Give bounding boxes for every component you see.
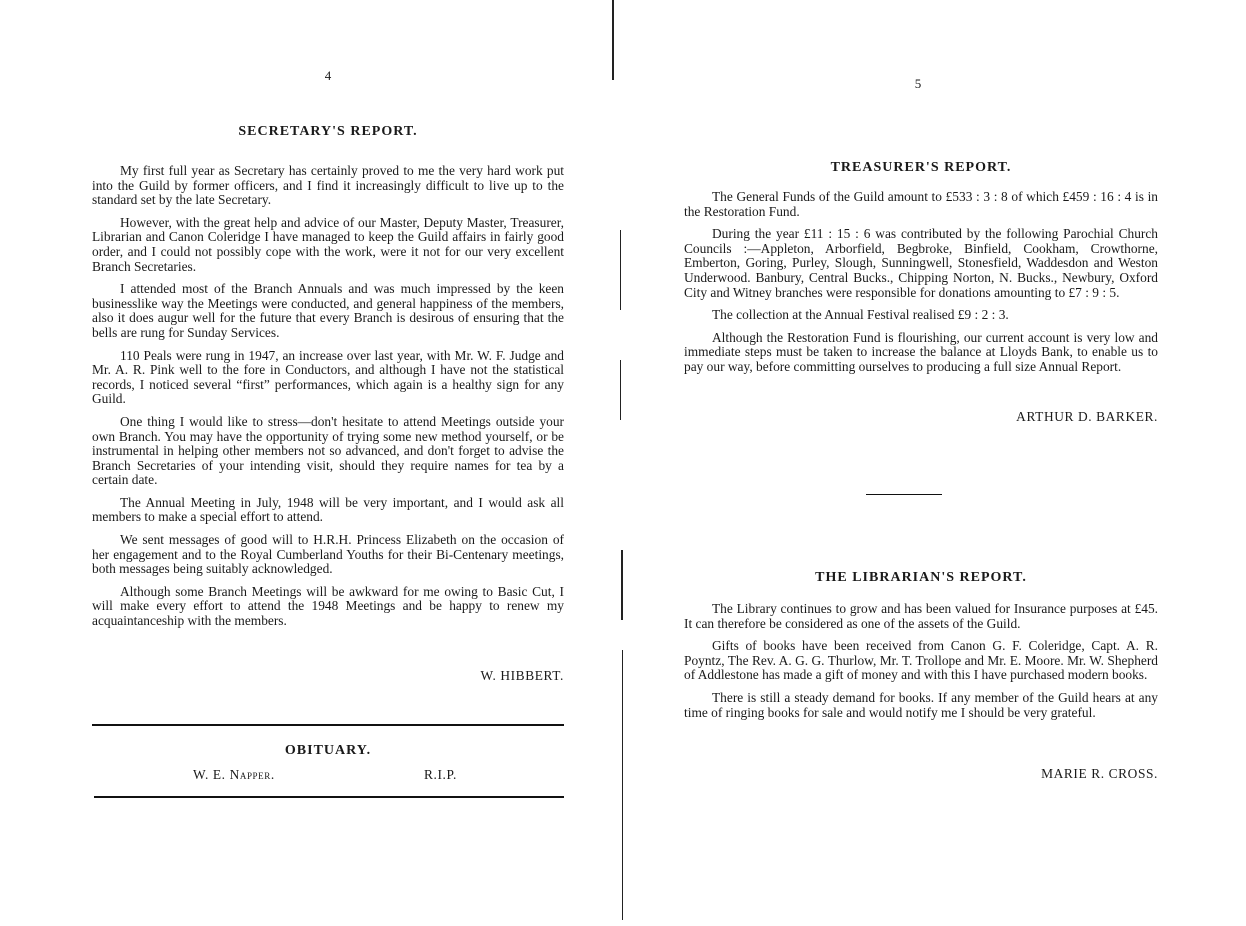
librarian-report-body [684,602,1158,720]
paragraph: Although some Branch Meetings will be awkward for me owing to Basic Cut, I will make every effort to attend the 1948 Meetings and be happy to renew my acquaintanceship with the members. [92,583,564,629]
paragraph: The collection at the Annual Festival realised £9 : 2 : 3. [712,307,1009,323]
paragraph: My first full year as Secretary has certainly proved to me the very hard work put into the Guild by former officers, and I find it increasingly difficult to live up to the standard set by the late Secretary. [92,163,564,208]
paragraph: The Library continues to grow and has been valued for Insurance purposes at £45. It can therefore be considered as one of the assets of the Guild. [684,601,1158,631]
obituary-name: W. E. Napper. [193,767,275,782]
page-number: 4 [324,68,332,83]
paragraph: We sent messages of good will to H.R.H. Princess Elizabeth on the occasion of her engagement and to the Royal Cumberland Youths for their Bi-Centenary meetings, both messages being suitably acknowledged. [92,532,564,577]
gutter-line [621,550,623,620]
paragraph: Gifts of books have been received from Canon G. F. Coleridge, Capt. A. R. Poyntz, The Rev. A. G. G. Thurlow, Mr. T. Trollope and Mr. E. Moore. Mr. W. Shepherd of Addlestone has made a gift of money and with this I have purchased modern books. [684,638,1158,683]
paragraph: 110 Peals were rung in 1947, an increase over last year, with Mr. W. F. Judge and Mr. A. R. Pink well to the fore in Conductors, and although I have not the statistical records, I noticed several “first” performances, which again is a healthy sign for any Guild. [92,347,564,407]
paragraph: One thing I would like to stress—don't hesitate to attend Meetings outside your own Branch. You may have the opportunity of trying some new method yourself, or be instrumental in helping other members not so advanced, and don't forget to advise the Branch Secretaries of your intending visit, should they require names for tea by a certain date. [92,413,564,488]
divider [92,724,564,726]
right-page [628,0,1246,926]
divider [866,494,942,495]
secretary-report-title: SECRETARY'S REPORT. [238,124,418,139]
secretary-report-body [92,164,564,629]
paragraph: During the year £11 : 15 : 6 was contributed by the following Parochial Church Councils :—Appleton, Arborfield, Begbroke, Binfield, Cookham, Crowthorne, Emberton, Goring, Purley, Slough, Sunningwell, Stonesfield, Waddesdon and Weston Underwood. Banbury, Central Bucks., Chipping Norton, N. Bucks., Newbury, Oxford City and Witney branches were responsible for donations amounting to £7 : 9 : 5. [684,226,1158,300]
librarian-signature: MARIE R. CROSS. [1041,766,1158,781]
obituary-title: OBITUARY. [284,743,372,758]
treasurer-report-title: TREASURER'S REPORT. [830,160,1012,175]
gutter-line [620,360,621,420]
paragraph: There is still a steady demand for books. If any member of the Guild hears at any time of ringing books for sale and would notify me I should be very grateful. [684,689,1158,720]
paragraph: I attended most of the Branch Annuals and was much impressed by the keen businesslike way the Meetings were conducted, and general happiness of the members, also it does augur well for the future that every Branch is desirous of ensuring that the bells are rung for Sunday Services. [92,281,564,340]
treasurer-signature: ARTHUR D. BARKER. [1016,409,1158,424]
paragraph: The General Funds of the Guild amount to £533 : 3 : 8 of which £459 : 16 : 4 is in the Restoration Fund. [684,189,1158,219]
gutter-line [612,0,614,80]
paragraph: However, with the great help and advice of our Master, Deputy Master, Treasurer, Librarian and Canon Coleridge I have managed to keep the Guild affairs in fairly good order, and I could not possibly cope with the work, were it not for our very excellent Branch Secretaries. [92,214,564,274]
page-number: 5 [914,76,922,91]
paragraph: The Annual Meeting in July, 1948 will be very important, and I would ask all members to make a special effort to attend. [92,494,564,525]
obituary-rip: R.I.P. [424,767,457,782]
paragraph: Although the Restoration Fund is flourishing, our current account is very low and immediate steps must be taken to increase the balance at Lloyds Bank, to enable us to pay our way, before committing ourselves to producing a full size Annual Report. [684,329,1158,374]
left-page [0,0,610,926]
secretary-signature: W. HIBBERT. [480,668,564,683]
treasurer-report-body [684,190,1158,375]
gutter-line [622,650,623,920]
gutter-line [620,230,621,310]
divider [94,796,564,798]
librarian-report-title: THE LIBRARIAN'S REPORT. [815,570,1027,585]
